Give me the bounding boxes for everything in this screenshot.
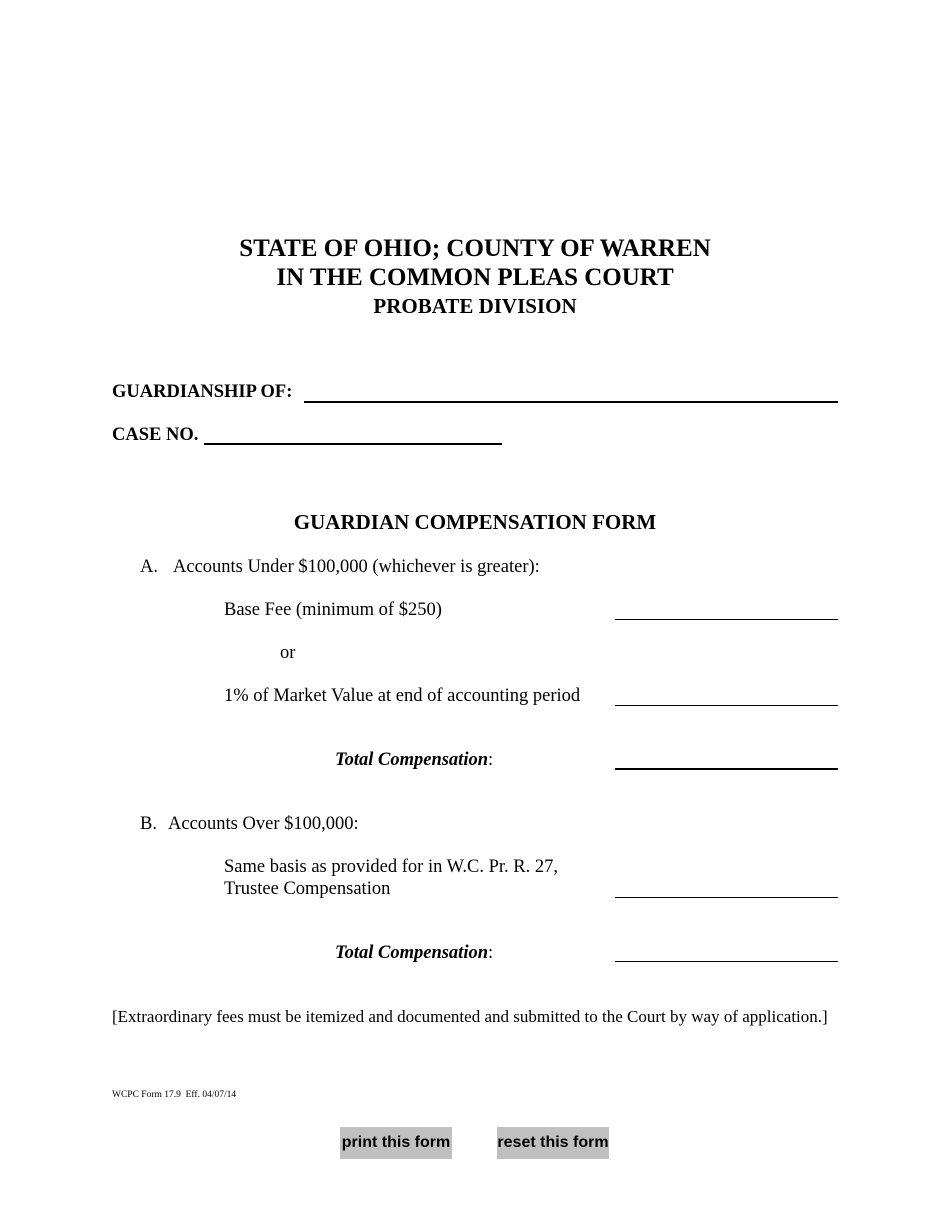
trustee-basis-line2: Trustee Compensation (224, 879, 391, 899)
guardianship-label: GUARDIANSHIP OF: (112, 382, 293, 402)
section-a-total-colon: : (488, 750, 494, 770)
section-a-total-input[interactable] (615, 749, 837, 768)
base-fee-input[interactable] (615, 600, 837, 619)
header-division: PROBATE DIVISION (373, 294, 577, 318)
trustee-basis-underline (615, 897, 838, 898)
print-form-button[interactable]: print this form (340, 1127, 452, 1159)
guardianship-input[interactable] (304, 381, 836, 401)
section-b-total-colon: : (488, 943, 494, 963)
case-number-input[interactable] (204, 423, 500, 443)
section-a-total-label-wrap (335, 750, 493, 771)
header-state-county: STATE OF OHIO; COUNTY OF WARREN (239, 235, 711, 262)
section-b-total-underline (615, 961, 838, 962)
form-id: WCPC Form 17.9 Eff. 04/07/14 (112, 1090, 237, 1100)
form-title: GUARDIAN COMPENSATION FORM (293, 510, 657, 534)
reset-form-button[interactable]: reset this form (497, 1127, 609, 1159)
section-b-total-label-wrap (335, 943, 493, 964)
base-fee-underline (615, 619, 838, 620)
section-a-total-label: Total Compensation (335, 750, 489, 770)
section-b-marker: B. (140, 814, 157, 834)
section-b-total-input[interactable] (615, 942, 837, 961)
market-value-underline (615, 705, 838, 706)
extraordinary-fees-note: [Extraordinary fees must be itemized and documented and submitted to the Court by way of application.] (112, 1007, 828, 1026)
trustee-basis-input[interactable] (615, 878, 837, 897)
section-b-heading: Accounts Over $100,000: (168, 814, 359, 834)
case-number-label: CASE NO. (112, 425, 199, 445)
market-value-label: 1% of Market Value at end of accounting period (224, 686, 581, 706)
section-a-total-underline (615, 768, 838, 770)
header-court: IN THE COMMON PLEAS COURT (276, 264, 674, 291)
section-b-total-label: Total Compensation (335, 943, 489, 963)
guardianship-underline (304, 401, 838, 403)
section-a-marker: A. (140, 557, 158, 577)
base-fee-label: Base Fee (minimum of $250) (224, 600, 442, 620)
case-number-underline (204, 443, 502, 445)
trustee-basis-line1: Same basis as provided for in W.C. Pr. R. 27, (224, 857, 559, 877)
or-label: or (280, 643, 296, 663)
section-a-heading: Accounts Under $100,000 (whichever is greater): (173, 557, 540, 577)
market-value-input[interactable] (615, 686, 837, 705)
